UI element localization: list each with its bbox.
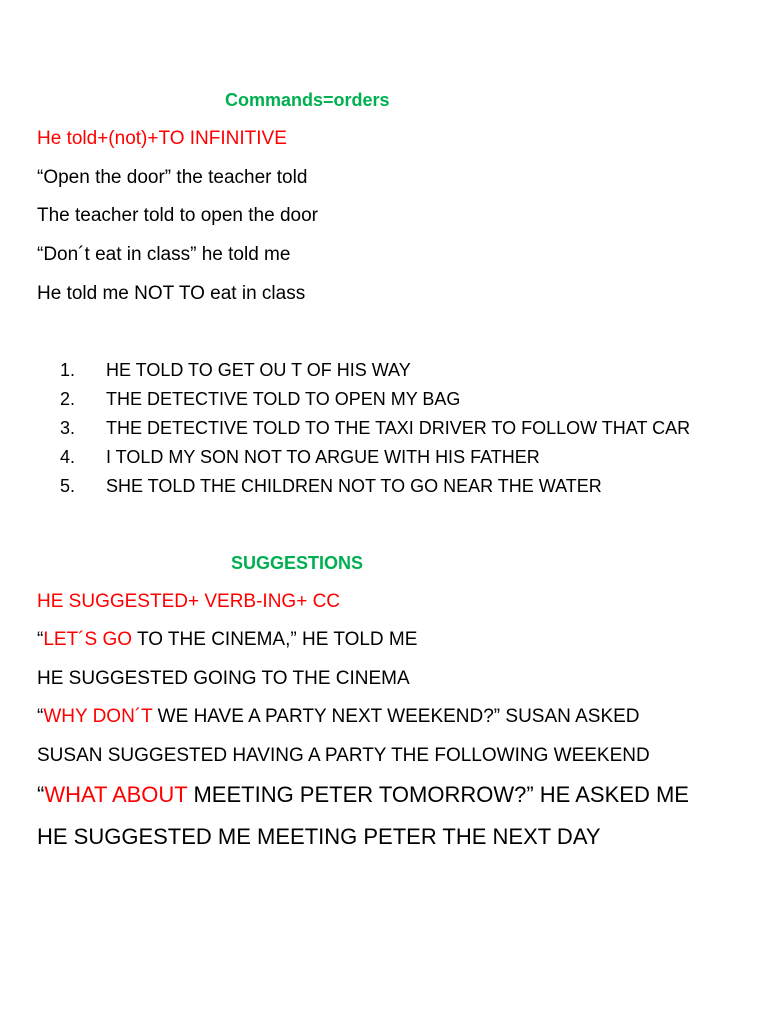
list-item-number: 2. (60, 389, 76, 409)
commands-example-3: “Don´t eat in class” he told me (37, 244, 291, 265)
highlight-phrase: LET´S GO (43, 629, 133, 650)
highlight-phrase: WHY DON´T (43, 706, 153, 727)
suggestion-example-3 (37, 781, 689, 809)
suggestion-reported-2: SUSAN SUGGESTED HAVING A PARTY THE FOLLOWING WEEKEND (37, 745, 650, 766)
suggestion-example-2 (37, 705, 640, 729)
list-item-number: 5. (60, 476, 76, 496)
commands-example-2: The teacher told to open the door (37, 205, 318, 226)
list-item-number: 4. (60, 447, 76, 467)
commands-rule: He told+(not)+TO INFINITIVE (37, 128, 287, 149)
list-item-text: I TOLD MY SON NOT TO ARGUE WITH HIS FATHER (106, 447, 540, 467)
suggestion-reported-3: HE SUGGESTED ME MEETING PETER THE NEXT DAY (37, 824, 601, 849)
list-item-text: THE DETECTIVE TOLD TO THE TAXI DRIVER TO FOLLOW THAT CAR (106, 418, 691, 438)
quote-open: “ (37, 629, 44, 650)
commands-example-1: “Open the door” the teacher told (37, 167, 308, 188)
list-item-text: SHE TOLD THE CHILDREN NOT TO GO NEAR THE WATER (106, 476, 602, 496)
quote-open: “ (37, 782, 45, 807)
suggestion-example-1 (37, 628, 417, 652)
commands-example-4: He told me NOT TO eat in class (37, 283, 306, 304)
list-item-number: 3. (60, 418, 76, 438)
commands-heading: Commands=orders (225, 90, 390, 110)
suggestion-reported-1: HE SUGGESTED GOING TO THE CINEMA (37, 668, 410, 689)
example-rest: MEETING PETER TOMORROW?” HE ASKED ME (187, 782, 689, 807)
highlight-phrase: WHAT ABOUT (44, 782, 188, 807)
suggestions-rule: HE SUGGESTED+ VERB-ING+ CC (37, 591, 341, 612)
example-rest: WE HAVE A PARTY NEXT WEEKEND?” SUSAN ASKED (152, 706, 640, 727)
list-item-number: 1. (60, 360, 76, 380)
list-item-text: THE DETECTIVE TOLD TO OPEN MY BAG (106, 389, 461, 409)
list-item-text: HE TOLD TO GET OU T OF HIS WAY (106, 360, 411, 380)
suggestions-heading: SUGGESTIONS (231, 553, 364, 573)
example-rest: TO THE CINEMA,” HE TOLD ME (132, 629, 418, 650)
quote-open: “ (37, 706, 44, 727)
